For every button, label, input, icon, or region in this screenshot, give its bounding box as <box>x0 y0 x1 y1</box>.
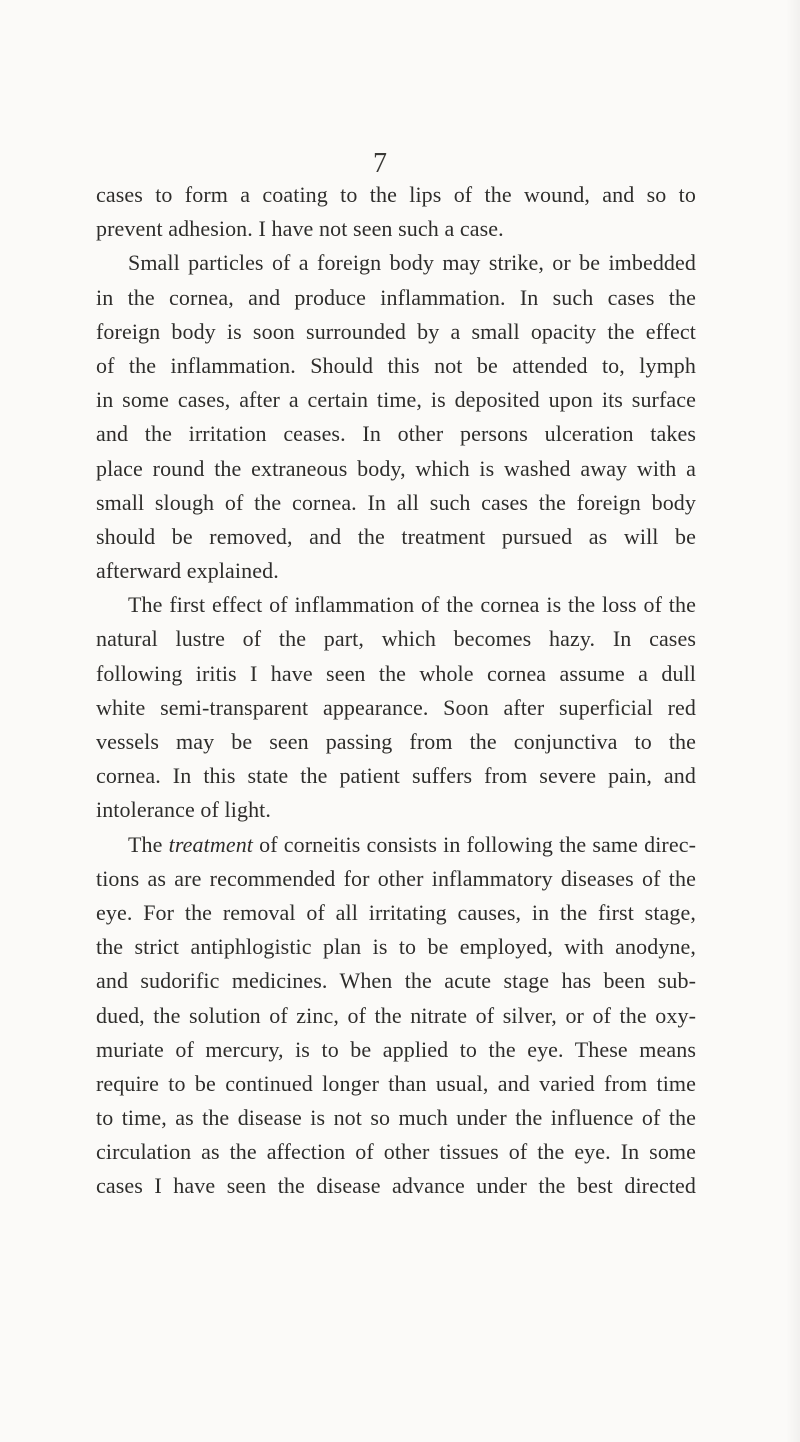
text-line: prevent adhesion. I have not seen such a case. <box>96 216 504 242</box>
text-line: cornea. In this state the patient suffers from severe pain, and <box>96 763 696 789</box>
text-line-segment: of corneitis consists in following the same direc- <box>253 831 697 857</box>
text-line: the strict antiphlogistic plan is to be employed, with anodyne, <box>96 934 696 960</box>
text-line: The first effect of inflammation of the cornea is the loss of the <box>128 592 696 618</box>
text-line: and sudorific medicines. When the acute stage has been sub- <box>96 968 696 994</box>
text-line-segment: The <box>128 831 169 857</box>
text-line: dued, the solution of zinc, of the nitrate of silver, or of the oxy- <box>96 1002 696 1028</box>
text-line: require to be continued longer than usual, and varied from time <box>96 1070 696 1096</box>
text-line: to time, as the disease is not so much under the influence of the <box>96 1105 696 1131</box>
text-line: foreign body is soon surrounded by a small opacity the effect <box>96 318 696 344</box>
page-number: 7 <box>373 148 387 179</box>
text-line: following iritis I have seen the whole cornea assume a dull <box>96 660 696 686</box>
page-edge-shadow <box>786 0 800 1442</box>
text-line: vessels may be seen passing from the conjunctiva to the <box>96 729 696 754</box>
text-line: should be removed, and the treatment pursued as will be <box>96 523 696 549</box>
text-line: Small particles of a foreign body may strike, or be imbedded <box>128 250 696 276</box>
text-line: eye. For the removal of all irritating causes, in the first stage, <box>96 899 696 925</box>
body-text <box>96 178 696 1204</box>
emphasized-term: treatment <box>168 831 254 857</box>
text-line: small slough of the cornea. In all such cases the foreign body <box>96 489 696 515</box>
text-line: cases to form a coating to the lips of the wound, and so to <box>96 182 696 207</box>
text-line: and the irritation ceases. In other persons ulceration takes <box>96 421 696 447</box>
text-line: cases I have seen the disease advance under the best directed <box>96 1173 696 1199</box>
text-line: of the inflammation. Should this not be attended to, lymph <box>96 352 696 378</box>
text-line: tions as are recommended for other inflammatory diseases of the <box>96 865 696 891</box>
text-line: afterward explained. <box>96 558 279 584</box>
text-line: white semi-transparent appearance. Soon after superficial red <box>96 694 696 720</box>
text-line: place round the extraneous body, which is washed away with a <box>96 455 696 481</box>
text-line <box>96 828 696 862</box>
text-line: in the cornea, and produce inflammation. In such cases the <box>96 284 696 310</box>
text-line: muriate of mercury, is to be applied to the eye. These means <box>96 1036 696 1062</box>
text-line: intolerance of light. <box>96 797 271 823</box>
text-line: circulation as the affection of other tissues of the eye. In some <box>96 1139 696 1165</box>
text-line: natural lustre of the part, which becomes hazy. In cases <box>96 626 696 652</box>
text-line: in some cases, after a certain time, is deposited upon its surface <box>96 387 696 413</box>
